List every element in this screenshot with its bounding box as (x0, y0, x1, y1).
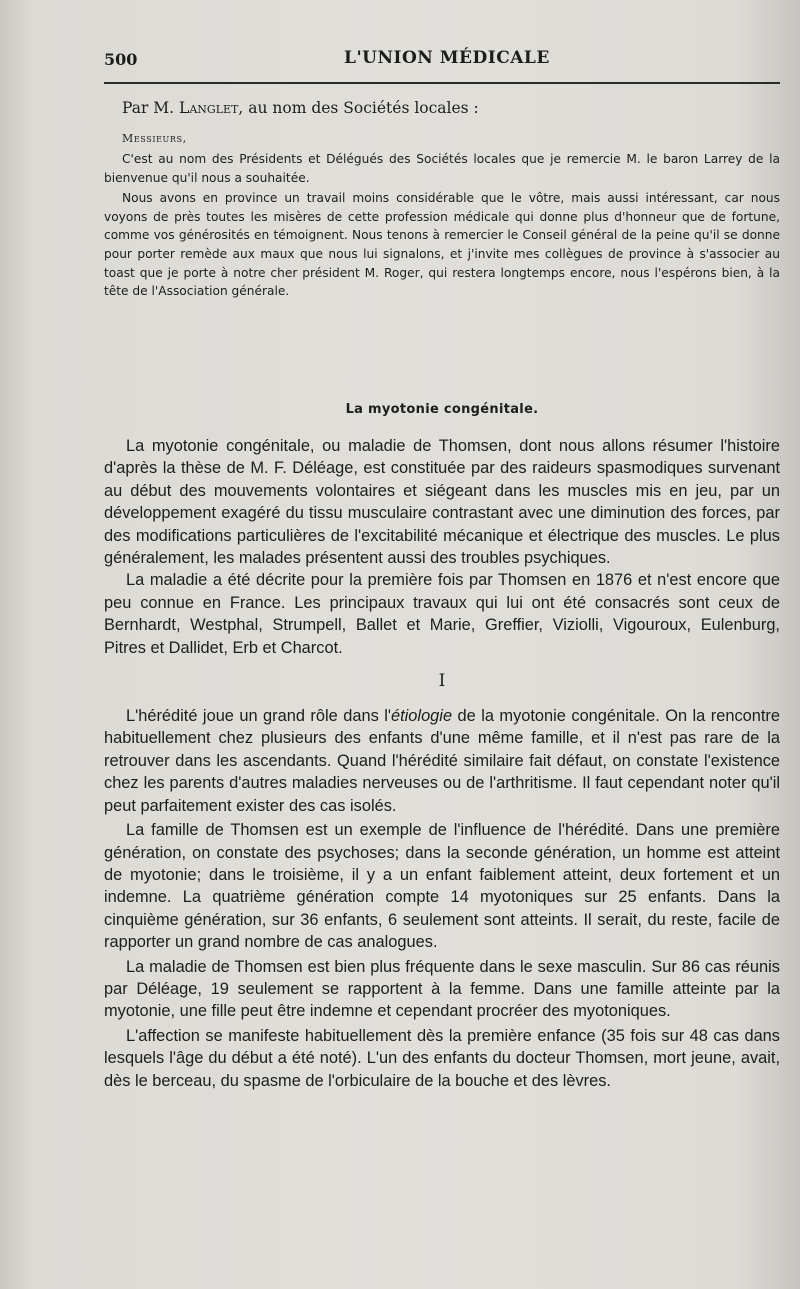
section-numeral: I (438, 671, 446, 692)
byline-prefix: Par M. (122, 99, 180, 117)
page-number: 500 (104, 50, 138, 69)
page-header (104, 46, 780, 76)
speech-byline (122, 96, 780, 120)
byline-name: Langlet (179, 99, 239, 117)
article-paragraph: La maladie a été décrite pour la première fois par Thomsen en 1876 et n'est encore que peu connue en France. Les principaux travaux qui lui ont été consacrés sont ceux de Bernhardt, Westphal, Strumpell, Ballet et Marie, Greffier, Viziolli, Vigouroux, Eulenburg, Pitres et Dallidet, Erb et Charcot. (104, 571, 780, 657)
article-paragraph: La maladie de Thomsen est bien plus fréquente dans le sexe masculin. Sur 86 cas réunis par Déléage, 19 seulement se rapportent à la femme. Dans une famille atteinte par la myotonie, une fille peut être indemne et cependant procréer des myotoniques. (104, 957, 780, 1021)
speech-paragraph: Nous avons en province un travail moins considérable que le vôtre, mais aussi intéressant, car nous voyons de près toutes les misères de cette profession médicale qui donne plus d'honneur que de fortune, comme vos générosités en témoignent. Nous tenons à remercier le Conseil général de la peine qu'il se donne pour porter remède aux maux que nous lui signalons, et j'invite mes collègues de province à s'associer au toast que je porte à notre cher président M. Roger, qui restera longtemps encore, nous l'espérons bien, à la tête de l'Association générale. (104, 191, 780, 299)
byline-suffix: , au nom des Sociétés locales : (238, 99, 479, 117)
article-paragraph: La myotonie congénitale, ou maladie de Thomsen, dont nous allons résumer l'histoire d'après la thèse de M. F. Déléage, est constituée par des raideurs spasmodiques survenant au début des mouvements volontaires et siégeant dans les muscles mis en jeu, par un développement exagéré du tissu musculaire contrastant avec une diminution des forces, par des modifications particulières de l'excitabilité mécanique et électrique des muscles. Le plus généralement, les malades présentent aussi des troubles psychiques. (104, 437, 780, 568)
paragraph-text: L'hérédité joue un grand rôle dans l' (126, 707, 391, 726)
article-paragraph (104, 705, 780, 817)
header-rule (104, 82, 780, 84)
paragraph-text: de la myotonie congénitale. On la rencontre habituellement chez plusieurs des enfants d'une même famille, et il n'est pas rare de la retrouver dans les ascendants. Quand l'hérédité similaire fait défaut, on constate l'existence chez les parents d'autres maladies nerveuses ou de l'arthritisme. Il faut cependant noter qu'il peut parfaitement exister des cas isolés. (104, 707, 780, 815)
italic-term: étiologie (391, 707, 453, 726)
article-paragraph: L'affection se manifeste habituellement dès la première enfance (35 fois sur 48 cas dans lesquels l'âge du début a été noté). L'un des enfants du docteur Thomsen, mort jeune, avait, dès le berceau, du spasme de l'orbiculaire de la bouche et des lèvres. (104, 1026, 780, 1090)
salutation: Messieurs, (122, 132, 187, 145)
speech-section (104, 96, 780, 301)
article (104, 402, 780, 1092)
running-title: L'UNION MÉDICALE (344, 48, 550, 68)
article-title: La myotonie congénitale. (345, 402, 539, 417)
speech-paragraph: C'est au nom des Présidents et Délégués des Sociétés locales que je remercie M. le baron Larrey de la bienvenue qu'il nous a souhaitée. (104, 152, 780, 185)
article-paragraph: La famille de Thomsen est un exemple de l'influence de l'hérédité. Dans une première génération, on constate des psychoses; dans la seconde génération, un homme est atteint de myotonie; dans le troisième, il y a un enfant faiblement atteint, deux fortement et un indemne. La quatrième génération compte 14 myotoniques sur 25 enfants. Dans la cinquième génération, sur 36 enfants, 6 seulement sont atteints. Il serait, du reste, facile de rapporter un grand nombre de cas analogues. (104, 821, 780, 952)
